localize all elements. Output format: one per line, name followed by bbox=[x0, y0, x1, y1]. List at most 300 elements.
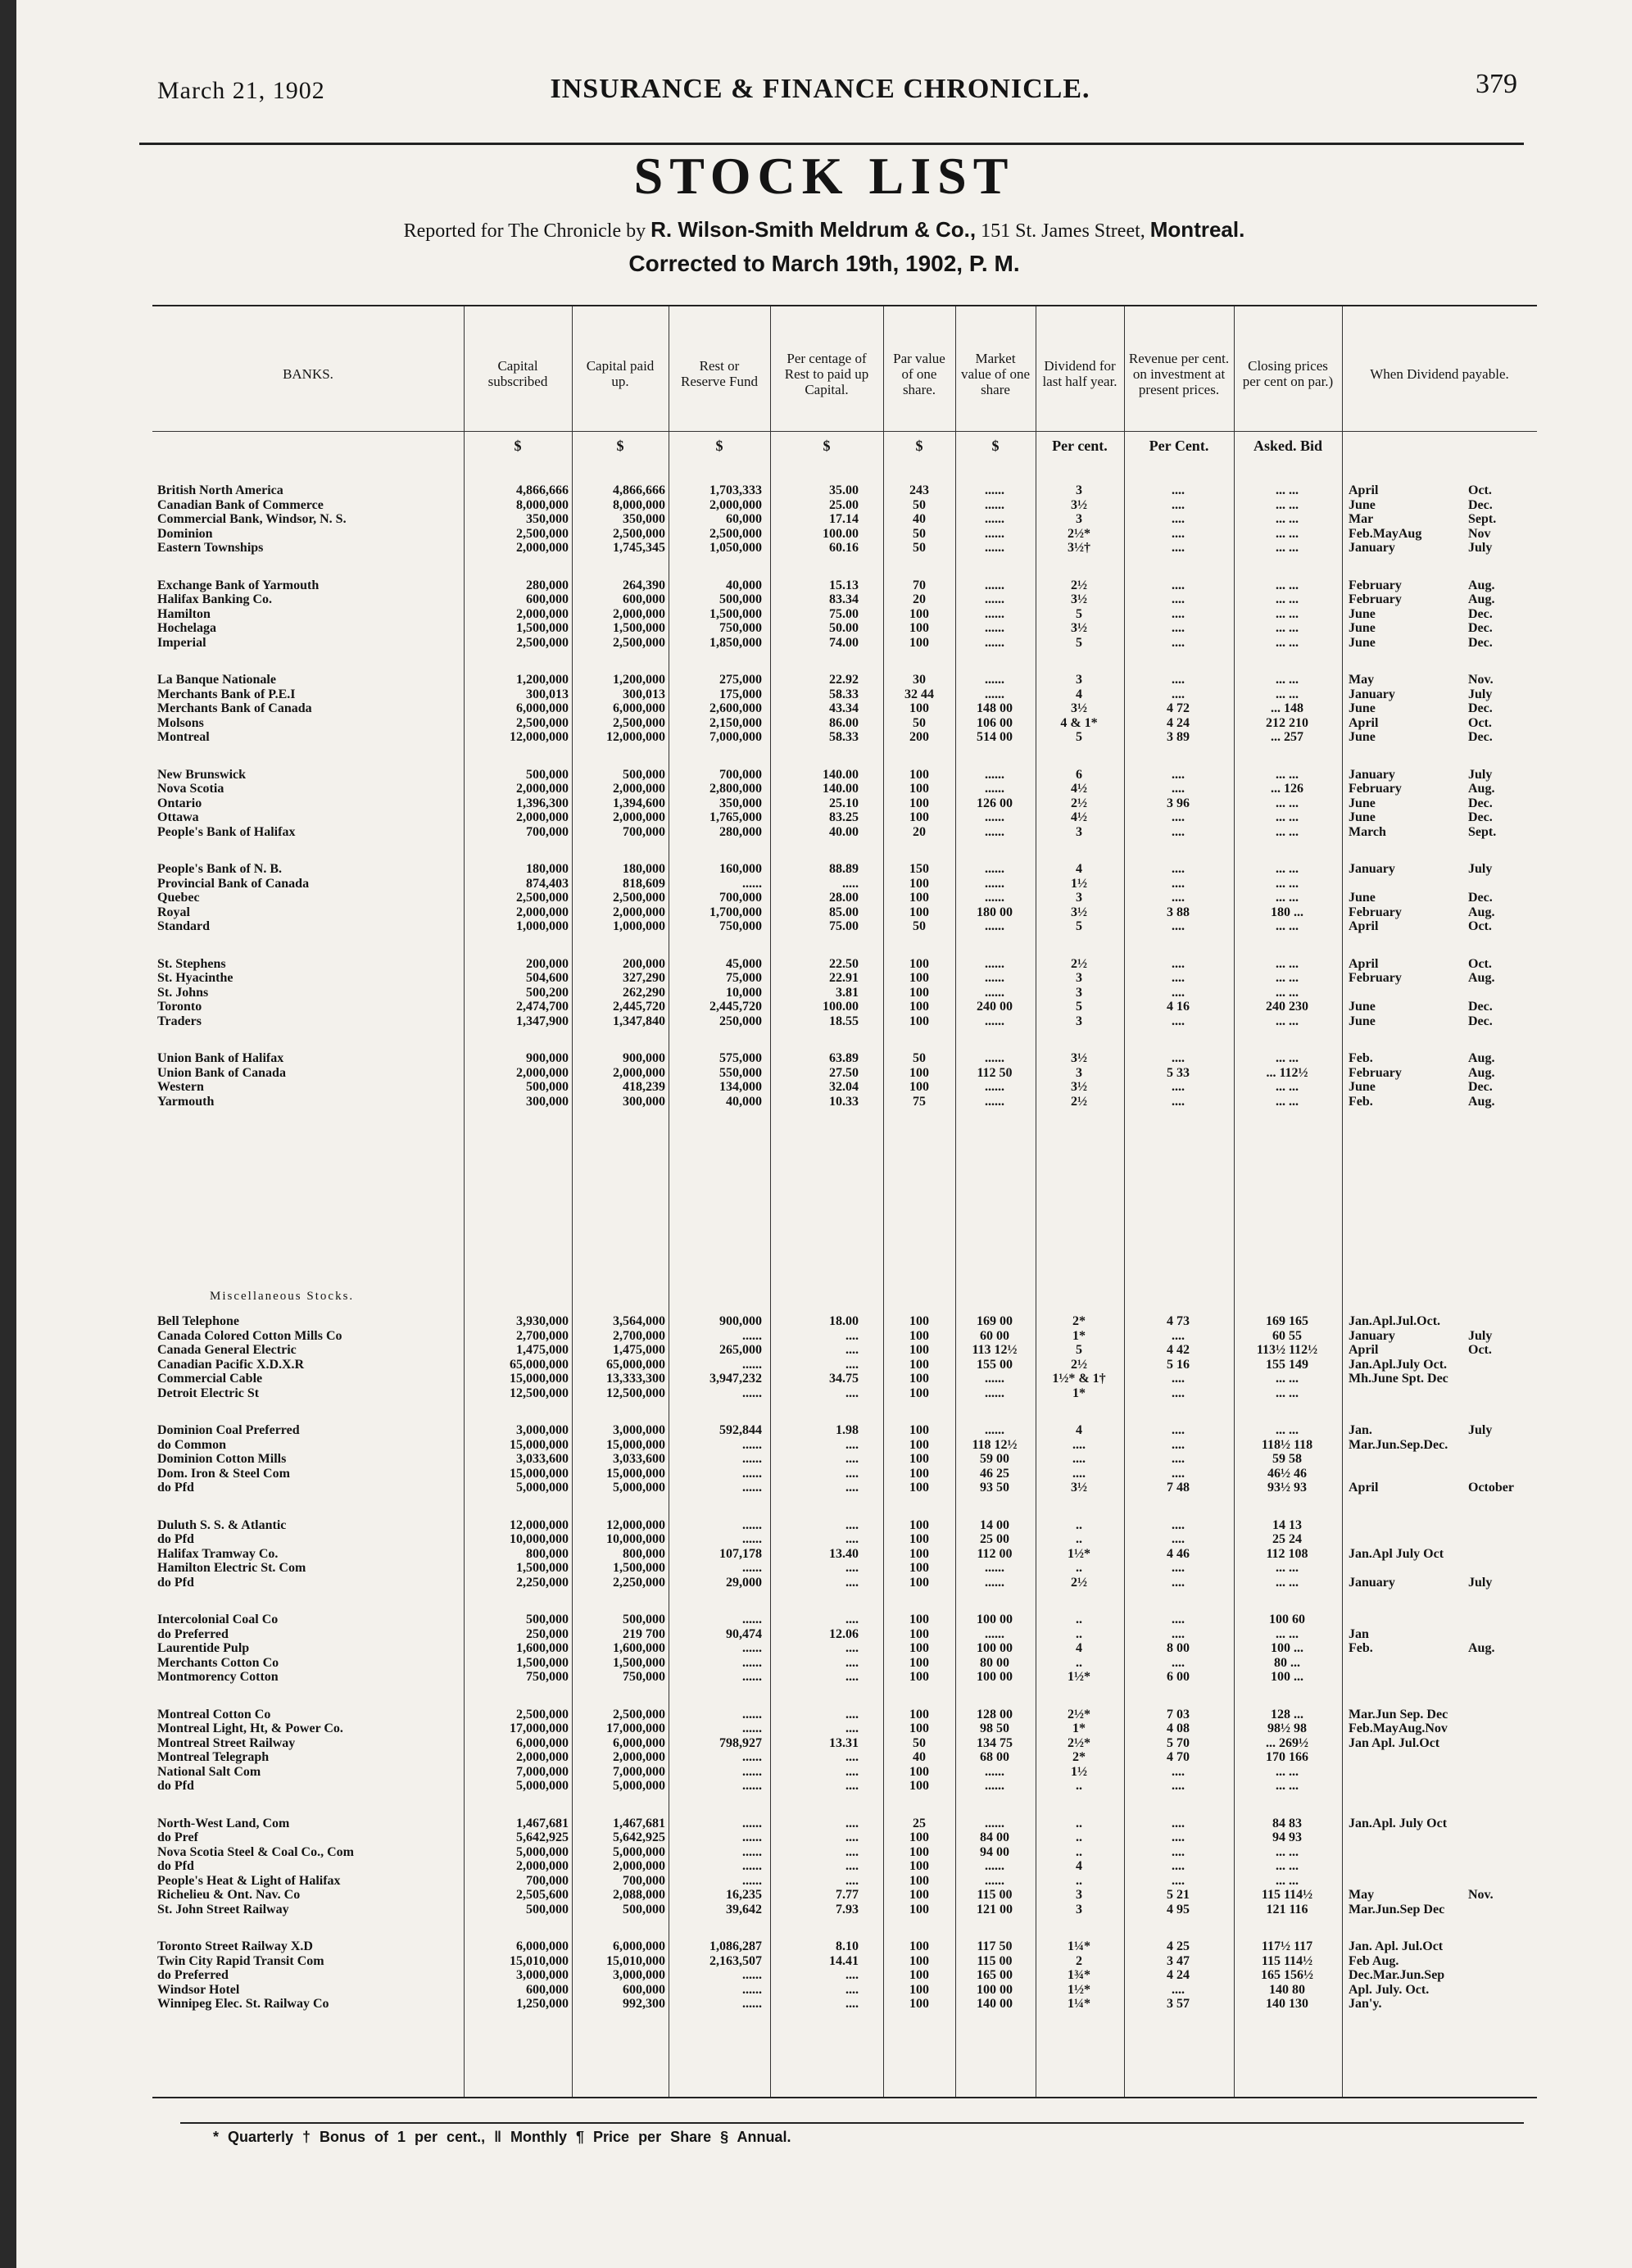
cell-payable: February bbox=[1349, 1065, 1402, 1080]
table-row bbox=[152, 891, 1537, 905]
cell-payable-2 bbox=[1468, 1452, 1535, 1466]
cell-payable: June bbox=[1349, 810, 1376, 824]
cell-rest: 39,642 bbox=[726, 1902, 762, 1916]
cell-dividend: 5 bbox=[1076, 1343, 1082, 1357]
cell-closing: ... ... bbox=[1276, 635, 1299, 650]
cell-revenue: .... bbox=[1172, 512, 1185, 526]
cell-revenue: 5 33 bbox=[1167, 1065, 1190, 1080]
cell-capital-paid: 2,500,000 bbox=[613, 715, 665, 730]
cell-payable-2 bbox=[1468, 1903, 1535, 1916]
cell-par: 100 bbox=[909, 1423, 929, 1437]
cell-pct-rest: 35.00 bbox=[829, 483, 859, 497]
cell-par: 100 bbox=[909, 971, 929, 985]
cell-payable: Jan.Apl.Jul.Oct. bbox=[1349, 1314, 1441, 1328]
cell-payable-2 bbox=[1468, 1561, 1535, 1575]
cell-capital-paid: 65,000,000 bbox=[606, 1357, 665, 1372]
cell-capital-paid: 700,000 bbox=[623, 1873, 665, 1888]
cell-dividend: .. bbox=[1076, 1844, 1082, 1859]
table-row bbox=[152, 1874, 1537, 1888]
cell-rest: 750,000 bbox=[719, 919, 762, 933]
cell-name: Halifax Banking Co. bbox=[157, 592, 273, 606]
cell-par: 100 bbox=[909, 876, 929, 891]
cell-revenue: .... bbox=[1172, 971, 1185, 985]
cell-revenue: .... bbox=[1172, 1532, 1185, 1546]
cell-payable: January bbox=[1349, 687, 1395, 701]
cell-market: 106 00 bbox=[977, 715, 1013, 730]
table-row bbox=[152, 1859, 1537, 1873]
cell-revenue: .... bbox=[1172, 1816, 1185, 1830]
cell-payable-2 bbox=[1468, 1518, 1535, 1532]
running-head bbox=[139, 69, 1517, 118]
cell-dividend: 3½ bbox=[1071, 1481, 1087, 1495]
cell-payable-2: Nov. bbox=[1468, 1888, 1494, 1902]
cell-payable: January bbox=[1349, 767, 1395, 782]
cell-closing: ... ... bbox=[1276, 796, 1299, 810]
cell-closing: ... ... bbox=[1276, 687, 1299, 701]
cell-rest: ...... bbox=[742, 1670, 762, 1684]
col-header-market: Market value of one share bbox=[960, 350, 1031, 397]
cell-name: Twin City Rapid Transit Com bbox=[157, 1953, 324, 1968]
cell-market: 80 00 bbox=[980, 1655, 1009, 1670]
cell-par: 70 bbox=[913, 578, 926, 592]
cell-closing: ... ... bbox=[1276, 1575, 1299, 1590]
cell-payable-2 bbox=[1468, 1708, 1535, 1721]
cell-revenue: .... bbox=[1172, 1764, 1185, 1779]
col-header-par: Par value of one share. bbox=[893, 350, 945, 397]
cell-capital-subscribed: 1,500,000 bbox=[516, 1655, 569, 1670]
cell-capital-paid: 2,088,000 bbox=[613, 1888, 665, 1902]
cell-payable-2: Oct. bbox=[1468, 1343, 1492, 1357]
cell-payable-2: Dec. bbox=[1468, 730, 1493, 744]
cell-capital-subscribed: 1,467,681 bbox=[516, 1816, 569, 1830]
cell-par: 100 bbox=[909, 956, 929, 971]
cell-closing: 169 165 bbox=[1266, 1314, 1308, 1328]
cell-revenue: 5 70 bbox=[1167, 1735, 1190, 1750]
cell-market: ...... bbox=[985, 621, 1004, 635]
col-header-dividend: Dividend for last half year. bbox=[1042, 358, 1117, 389]
cell-rest: 1,850,000 bbox=[709, 635, 762, 650]
cell-market: 155 00 bbox=[977, 1357, 1013, 1372]
cell-capital-paid: 1,500,000 bbox=[613, 1655, 665, 1670]
col-header-revenue: Revenue per cent. on investment at present prices. bbox=[1128, 350, 1230, 397]
cell-revenue: .... bbox=[1172, 782, 1185, 796]
table-row bbox=[152, 1670, 1537, 1684]
cell-market: 100 00 bbox=[977, 1641, 1013, 1655]
cell-par: 100 bbox=[909, 905, 929, 919]
cell-revenue: .... bbox=[1172, 1830, 1185, 1844]
cell-market: ...... bbox=[985, 483, 1004, 497]
cell-payable: June bbox=[1349, 606, 1376, 621]
cell-par: 100 bbox=[909, 810, 929, 824]
cell-revenue: 4 25 bbox=[1167, 1939, 1190, 1953]
cell-pct-rest: 75.00 bbox=[829, 919, 859, 933]
cell-name: Quebec bbox=[157, 891, 200, 905]
cell-payable-2: July bbox=[1468, 862, 1493, 876]
cell-payable: February bbox=[1349, 905, 1402, 919]
cell-capital-paid: 3,564,000 bbox=[613, 1314, 665, 1328]
cell-closing: ... ... bbox=[1276, 824, 1299, 839]
cell-payable-2 bbox=[1468, 1845, 1535, 1859]
cell-payable-2 bbox=[1468, 1874, 1535, 1888]
cell-dividend: 5 bbox=[1076, 606, 1082, 621]
cell-rest: ...... bbox=[742, 1517, 762, 1532]
table-row bbox=[152, 1613, 1537, 1626]
cell-dividend: 3 bbox=[1076, 1014, 1082, 1028]
cell-par: 25 bbox=[913, 1816, 926, 1830]
cell-name: Dominion Coal Preferred bbox=[157, 1423, 300, 1437]
cell-payable: June bbox=[1349, 635, 1376, 650]
cell-closing: ... 148 bbox=[1271, 701, 1303, 715]
table-row bbox=[152, 1372, 1537, 1386]
cell-name: Canada General Electric bbox=[157, 1343, 297, 1357]
cell-revenue: 4 73 bbox=[1167, 1314, 1190, 1328]
table-row bbox=[152, 825, 1537, 839]
table-row bbox=[152, 1765, 1537, 1779]
cell-par: 100 bbox=[909, 701, 929, 715]
cell-payable-2: July bbox=[1468, 687, 1493, 701]
cell-par: 100 bbox=[909, 1546, 929, 1561]
cell-rest: 2,600,000 bbox=[709, 701, 762, 715]
cell-par: 100 bbox=[909, 1328, 929, 1343]
cell-closing: ... ... bbox=[1276, 876, 1299, 891]
cell-payable: Feb. bbox=[1349, 1051, 1373, 1065]
cell-closing: ... 269½ bbox=[1266, 1735, 1308, 1750]
cell-revenue: .... bbox=[1172, 919, 1185, 933]
cell-rest: 1,700,000 bbox=[709, 905, 762, 919]
cell-closing: ... ... bbox=[1276, 1094, 1299, 1109]
cell-revenue: .... bbox=[1172, 1561, 1185, 1575]
cell-dividend: 1½* & 1† bbox=[1052, 1372, 1106, 1386]
cell-pct-rest: 14.41 bbox=[829, 1953, 859, 1968]
cell-capital-subscribed: 2,505,600 bbox=[516, 1888, 569, 1902]
cell-dividend: 3 bbox=[1076, 824, 1082, 839]
cell-market: ...... bbox=[985, 1423, 1004, 1437]
cell-capital-subscribed: 180,000 bbox=[526, 862, 569, 876]
cell-rest: 75,000 bbox=[726, 971, 762, 985]
cell-revenue: .... bbox=[1172, 483, 1185, 497]
cell-dividend: 3 bbox=[1076, 673, 1082, 687]
cell-market: ...... bbox=[985, 497, 1004, 512]
table-row bbox=[152, 796, 1537, 810]
cell-dividend: 3½ bbox=[1071, 497, 1087, 512]
cell-revenue: .... bbox=[1172, 497, 1185, 512]
cell-rest: 275,000 bbox=[719, 673, 762, 687]
table-row bbox=[152, 1656, 1537, 1670]
cell-market: 60 00 bbox=[980, 1328, 1009, 1343]
table-row bbox=[152, 1423, 1537, 1437]
cell-par: 100 bbox=[909, 1561, 929, 1575]
cell-capital-paid: 10,000,000 bbox=[606, 1532, 665, 1546]
cell-name: Dominion Cotton Mills bbox=[157, 1452, 287, 1466]
cell-capital-paid: 1,000,000 bbox=[613, 919, 665, 933]
cell-market: ...... bbox=[985, 1372, 1004, 1386]
cell-rest: 1,703,333 bbox=[709, 483, 762, 497]
cell-revenue: .... bbox=[1172, 687, 1185, 701]
cell-capital-paid: 219 700 bbox=[623, 1626, 665, 1641]
cell-capital-paid: 200,000 bbox=[623, 956, 665, 971]
cell-dividend: .... bbox=[1072, 1452, 1086, 1466]
cell-pct-rest: .... bbox=[845, 1466, 859, 1481]
cell-market: 100 00 bbox=[977, 1670, 1013, 1684]
cell-revenue: .... bbox=[1172, 1982, 1185, 1997]
cell-capital-subscribed: 15,000,000 bbox=[510, 1437, 569, 1452]
cell-par: 50 bbox=[913, 919, 926, 933]
cell-par: 100 bbox=[909, 1873, 929, 1888]
cell-revenue: .... bbox=[1172, 1051, 1185, 1065]
cell-rest: ...... bbox=[742, 1707, 762, 1721]
cell-market: 514 00 bbox=[977, 730, 1013, 744]
cell-par: 100 bbox=[909, 1517, 929, 1532]
cell-pct-rest: 22.91 bbox=[829, 971, 859, 985]
table-row bbox=[152, 578, 1537, 592]
cell-revenue: .... bbox=[1172, 606, 1185, 621]
table-row bbox=[152, 498, 1537, 512]
page-number: 379 bbox=[1476, 69, 1517, 99]
cell-closing: ... ... bbox=[1276, 1372, 1299, 1386]
cell-dividend: 4 & 1* bbox=[1060, 715, 1098, 730]
cell-rest: 1,086,287 bbox=[709, 1939, 762, 1953]
cell-revenue: .... bbox=[1172, 1626, 1185, 1641]
cell-capital-paid: 12,000,000 bbox=[606, 1517, 665, 1532]
table-row bbox=[152, 768, 1537, 782]
cell-dividend: .. bbox=[1076, 1517, 1082, 1532]
cell-market: 112 50 bbox=[977, 1065, 1013, 1080]
cell-rest: 1,765,000 bbox=[709, 810, 762, 824]
cell-pct-rest: 8.10 bbox=[836, 1939, 859, 1953]
cell-capital-paid: 2,000,000 bbox=[613, 1859, 665, 1873]
cell-revenue: .... bbox=[1172, 526, 1185, 541]
cell-rest: ...... bbox=[742, 1328, 762, 1343]
cell-dividend: 3½ bbox=[1071, 592, 1087, 606]
cell-closing: 25 24 bbox=[1272, 1532, 1302, 1546]
cell-par: 100 bbox=[909, 1437, 929, 1452]
cell-closing: 98½ 98 bbox=[1267, 1721, 1307, 1735]
cell-capital-subscribed: 200,000 bbox=[526, 956, 569, 971]
cell-capital-subscribed: 750,000 bbox=[526, 1670, 569, 1684]
cell-dividend: .. bbox=[1076, 1830, 1082, 1844]
cell-revenue: .... bbox=[1172, 1014, 1185, 1028]
cell-closing: 140 80 bbox=[1269, 1982, 1305, 1997]
cell-name: National Salt Com bbox=[157, 1764, 261, 1779]
cell-pct-rest: .... bbox=[845, 1873, 859, 1888]
cell-capital-paid: 418,239 bbox=[623, 1080, 665, 1094]
cell-par: 100 bbox=[909, 1613, 929, 1626]
cell-pct-rest: 3.81 bbox=[836, 985, 859, 1000]
cell-payable-2: Oct. bbox=[1468, 715, 1492, 730]
cell-par: 100 bbox=[909, 1830, 929, 1844]
cell-name: Nova Scotia Steel & Coal Co., Com bbox=[157, 1844, 354, 1859]
cell-dividend: 1½* bbox=[1068, 1670, 1090, 1684]
cell-par: 100 bbox=[909, 1779, 929, 1793]
table-row bbox=[152, 701, 1537, 715]
table-row bbox=[152, 1343, 1537, 1357]
cell-payable-2 bbox=[1468, 1939, 1535, 1953]
cell-par: 100 bbox=[909, 1953, 929, 1968]
misc-stocks-label: Miscellaneous Stocks. bbox=[210, 1290, 355, 1303]
cell-capital-paid: 6,000,000 bbox=[613, 1939, 665, 1953]
cell-rest: ...... bbox=[742, 1764, 762, 1779]
cell-revenue: 3 47 bbox=[1167, 1953, 1190, 1968]
table-row bbox=[152, 1939, 1537, 1953]
cell-payable-2: Dec. bbox=[1468, 796, 1493, 810]
cell-payable: March bbox=[1349, 824, 1386, 839]
cell-market: ...... bbox=[985, 919, 1004, 933]
cell-revenue: 4 08 bbox=[1167, 1721, 1190, 1735]
cell-par: 40 bbox=[913, 1750, 926, 1764]
cell-par: 200 bbox=[909, 730, 929, 744]
cell-dividend: 5 bbox=[1076, 919, 1082, 933]
cell-payable-2 bbox=[1468, 1467, 1535, 1481]
table-row bbox=[152, 1386, 1537, 1400]
cell-market: ...... bbox=[985, 1626, 1004, 1641]
cell-revenue: .... bbox=[1172, 1372, 1185, 1386]
cell-capital-subscribed: 2,000,000 bbox=[516, 1065, 569, 1080]
col-header-capital-paid: Capital paid up. bbox=[586, 358, 655, 389]
cell-par: 100 bbox=[909, 1452, 929, 1466]
table-row bbox=[152, 1736, 1537, 1750]
cell-closing: ... ... bbox=[1276, 512, 1299, 526]
cell-par: 100 bbox=[909, 1721, 929, 1735]
cell-capital-paid: 2,500,000 bbox=[613, 635, 665, 650]
cell-payable: June bbox=[1349, 730, 1376, 744]
cell-market: ...... bbox=[985, 1779, 1004, 1793]
cell-capital-paid: 992,300 bbox=[623, 1997, 665, 2011]
cell-rest: ...... bbox=[742, 1997, 762, 2011]
cell-capital-subscribed: 1,500,000 bbox=[516, 1561, 569, 1575]
cell-closing: 60 55 bbox=[1272, 1328, 1302, 1343]
table-row bbox=[152, 730, 1537, 744]
cell-revenue: .... bbox=[1172, 985, 1185, 1000]
cell-closing: 100 60 bbox=[1269, 1613, 1305, 1626]
cell-payable-2 bbox=[1468, 1736, 1535, 1750]
cell-name: Yarmouth bbox=[157, 1094, 215, 1109]
cell-revenue: 3 96 bbox=[1167, 796, 1190, 810]
cell-pct-rest: 83.25 bbox=[829, 810, 859, 824]
cell-capital-subscribed: 3,033,600 bbox=[516, 1452, 569, 1466]
cell-closing: 180 ... bbox=[1271, 905, 1303, 919]
cell-dividend: 6 bbox=[1076, 767, 1082, 782]
cell-rest: 1,050,000 bbox=[709, 541, 762, 555]
cell-payable-2 bbox=[1468, 1314, 1535, 1328]
cell-capital-subscribed: 15,000,000 bbox=[510, 1466, 569, 1481]
cell-pct-rest: .... bbox=[845, 1452, 859, 1466]
cell-capital-paid: 2,500,000 bbox=[613, 526, 665, 541]
table-row bbox=[152, 1095, 1537, 1109]
cell-market: ...... bbox=[985, 1561, 1004, 1575]
cell-pct-rest: 10.33 bbox=[829, 1094, 859, 1109]
cell-dividend: .. bbox=[1076, 1626, 1082, 1641]
cell-payable-2 bbox=[1468, 1532, 1535, 1546]
cell-payable: June bbox=[1349, 621, 1376, 635]
cell-revenue: .... bbox=[1172, 1517, 1185, 1532]
cell-closing: 118½ 118 bbox=[1261, 1437, 1313, 1452]
cell-capital-subscribed: 3,930,000 bbox=[516, 1314, 569, 1328]
cell-name: People's Heat & Light of Halifax bbox=[157, 1873, 341, 1888]
cell-capital-paid: 6,000,000 bbox=[613, 1735, 665, 1750]
cell-capital-subscribed: 504,600 bbox=[526, 971, 569, 985]
cell-market: ...... bbox=[985, 1764, 1004, 1779]
cell-market: 93 50 bbox=[980, 1481, 1009, 1495]
cell-pct-rest: 18.00 bbox=[829, 1314, 859, 1328]
cell-market: 180 00 bbox=[977, 905, 1013, 919]
cell-market: 98 50 bbox=[980, 1721, 1009, 1735]
cell-dividend: 2½ bbox=[1071, 578, 1087, 592]
cell-payable-2: Dec. bbox=[1468, 1014, 1493, 1028]
cell-closing: ... ... bbox=[1276, 1423, 1299, 1437]
cell-payable bbox=[1349, 1452, 1463, 1466]
cell-rest: 29,000 bbox=[726, 1575, 762, 1590]
cell-market: ...... bbox=[985, 782, 1004, 796]
cell-payable-2: Dec. bbox=[1468, 606, 1493, 621]
stock-list-table bbox=[152, 305, 1537, 2098]
cell-capital-paid: 2,000,000 bbox=[613, 905, 665, 919]
table-row bbox=[152, 919, 1537, 933]
cell-par: 40 bbox=[913, 512, 926, 526]
cell-payable: January bbox=[1349, 862, 1395, 876]
table-row bbox=[152, 1954, 1537, 1968]
table-row bbox=[152, 1627, 1537, 1641]
cell-payable: April bbox=[1349, 1343, 1379, 1357]
cell-payable-2 bbox=[1468, 1547, 1535, 1561]
cell-market: ...... bbox=[985, 635, 1004, 650]
cell-pct-rest: 74.00 bbox=[829, 635, 859, 650]
binding-margin bbox=[0, 0, 16, 2268]
cell-name: Canada Colored Cotton Mills Co bbox=[157, 1328, 342, 1343]
cell-payable-2: Dec. bbox=[1468, 621, 1493, 635]
cell-name: Halifax Tramway Co. bbox=[157, 1546, 279, 1561]
cell-name: do Pfd bbox=[157, 1779, 194, 1793]
cell-par: 50 bbox=[913, 541, 926, 555]
cell-revenue: .... bbox=[1172, 621, 1185, 635]
cell-market: 68 00 bbox=[980, 1750, 1009, 1764]
cell-capital-paid: 1,745,345 bbox=[613, 541, 665, 555]
table-row bbox=[152, 1467, 1537, 1481]
cell-name: do Preferred bbox=[157, 1626, 229, 1641]
cell-par: 100 bbox=[909, 1575, 929, 1590]
cell-pct-rest: 75.00 bbox=[829, 606, 859, 621]
cell-name: North-West Land, Com bbox=[157, 1816, 290, 1830]
cell-payable: April bbox=[1349, 483, 1379, 497]
cell-revenue: 5 16 bbox=[1167, 1357, 1190, 1372]
cell-name: Standard bbox=[157, 919, 211, 933]
cell-dividend: 5 bbox=[1076, 1000, 1082, 1014]
cell-market: ...... bbox=[985, 606, 1004, 621]
cell-closing: ... ... bbox=[1276, 862, 1299, 876]
cell-rest: ...... bbox=[742, 1779, 762, 1793]
cell-par: 100 bbox=[909, 1655, 929, 1670]
cell-market: ...... bbox=[985, 1094, 1004, 1109]
cell-name: Laurentide Pulp bbox=[157, 1641, 250, 1655]
cell-capital-paid: 15,010,000 bbox=[606, 1953, 665, 1968]
cell-revenue: .... bbox=[1172, 767, 1185, 782]
cell-payable bbox=[1349, 1765, 1463, 1779]
cell-par: 50 bbox=[913, 497, 926, 512]
cell-payable-2: Aug. bbox=[1468, 1641, 1495, 1655]
cell-dividend: 3 bbox=[1076, 971, 1082, 985]
cell-capital-subscribed: 874,403 bbox=[526, 876, 569, 891]
cell-capital-subscribed: 2,500,000 bbox=[516, 635, 569, 650]
cell-par: 100 bbox=[909, 606, 929, 621]
cell-name: Imperial bbox=[157, 635, 206, 650]
cell-market: 14 00 bbox=[980, 1517, 1009, 1532]
cell-rest: ...... bbox=[742, 1641, 762, 1655]
cell-pct-rest: 32.04 bbox=[829, 1080, 859, 1094]
cell-payable-2 bbox=[1468, 1859, 1535, 1873]
cell-name: Montreal Cotton Co bbox=[157, 1707, 271, 1721]
table-row bbox=[152, 1547, 1537, 1561]
cell-dividend: 3½ bbox=[1071, 701, 1087, 715]
cell-payable-2 bbox=[1468, 1438, 1535, 1452]
